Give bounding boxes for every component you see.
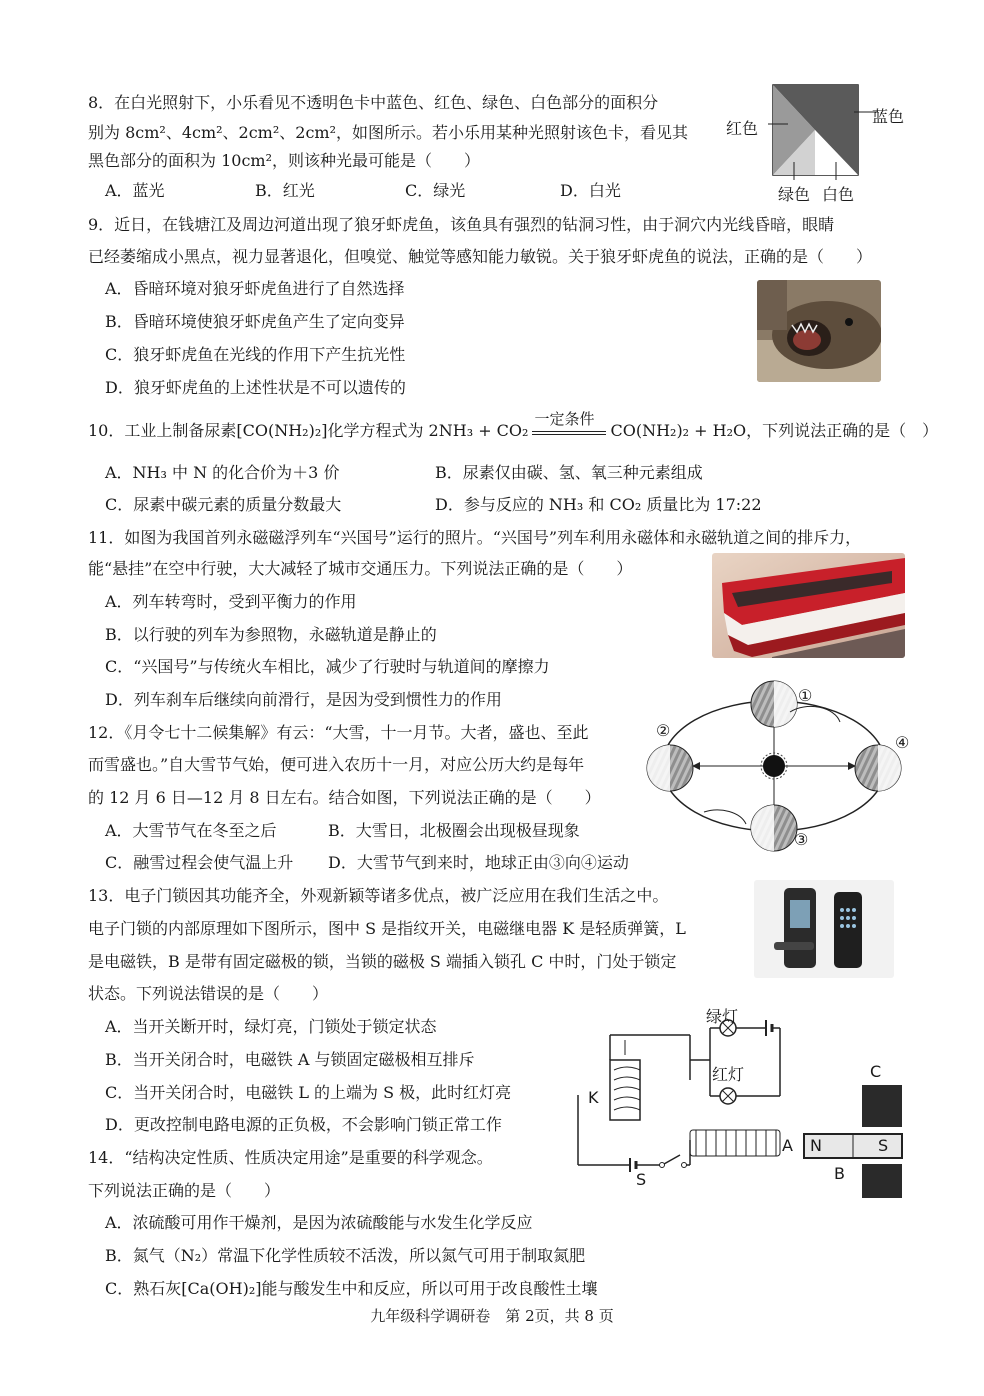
position-4-label: ④ <box>895 733 910 752</box>
q11-option-c: C．“兴国号”与传统火车相比，减少了行驶时与轨道间的摩擦力 <box>105 657 550 676</box>
q9-option-a: A．昏暗环境对狼牙虾虎鱼进行了自然选择 <box>105 279 405 298</box>
label-blue: 蓝色 <box>872 107 905 126</box>
q8-line-2: 别为 8cm²、4cm²、2cm²、2cm²，如图所示。若小乐用某种光照射该色卡，看见其 <box>88 123 688 142</box>
lock-panel-2 <box>834 892 862 968</box>
magnet-n-label: N <box>810 1136 822 1155</box>
earth-2-icon <box>647 745 693 791</box>
q9-option-c: C．狼牙虾虎鱼在光线的作用下产生抗光性 <box>105 345 406 364</box>
magnet-s-label: S <box>878 1136 889 1155</box>
reaction-condition: 一定条件 <box>534 410 595 428</box>
q14-option-b: B．氮气（N₂）常温下化学性质较不活泼，所以氮气可用于制取氮肥 <box>105 1246 586 1265</box>
q12-line-2: 而雪盛也。”自大雪节气始，便可进入农历十一月，对应公历大约是每年 <box>88 755 585 774</box>
q12-option-c: C．融雪过程会使气温上升 <box>105 853 294 872</box>
electromagnet-a <box>690 1130 780 1156</box>
q10-suffix: CO(NH₂)₂ + H₂O，下列说法正确的是（ ） <box>610 421 939 440</box>
q9-option-b: B．昏暗环境使狼牙虾虎鱼产生了定向变异 <box>105 312 405 331</box>
q12-line-3: 的 12 月 6 日—12 月 8 日左右。结合如图，下列说法正确的是（ ） <box>88 788 601 807</box>
green-lamp-label: 绿灯 <box>706 1007 739 1026</box>
lock-hole-c-label: C <box>870 1062 882 1081</box>
goby-fish-photo <box>757 280 881 382</box>
q10-option-d: D．参与反应的 NH₃ 和 CO₂ 质量比为 17:22 <box>435 495 762 514</box>
q11-option-b: B．以行驶的列车为参照物，永磁轨道是静止的 <box>105 625 437 644</box>
maglev-train-photo <box>712 553 905 658</box>
q9-line-2: 已经萎缩成小黑点，视力显著退化，但嗅觉、触觉等感知能力敏锐。关于狼牙虾虎鱼的说法，正确的是（ ） <box>88 247 873 266</box>
q10-option-c: C．尿素中碳元素的质量分数最大 <box>105 495 342 514</box>
q8-option-d: D．白光 <box>560 181 621 200</box>
q14-option-c: C．熟石灰[Ca(OH)₂]能与酸发生中和反应，所以可用于改良酸性土壤 <box>105 1279 598 1298</box>
q12-option-a: A．大雪节气在冬至之后 <box>105 821 277 840</box>
position-2-label: ② <box>656 721 671 740</box>
relay-k-label: K <box>588 1088 599 1107</box>
q10-option-a: A．NH₃ 中 N 的化合价为＋3 价 <box>105 463 340 482</box>
q12-line-1: 12．《月令七十二候集解》有云：“大雪，十一月节。大者，盛也、至此 <box>88 723 589 742</box>
q9-line-1: 9．近日，在钱塘江及周边河道出现了狼牙虾虎鱼，该鱼具有强烈的钻洞习性，由于洞穴内光线昏暗，眼睛 <box>88 215 835 234</box>
red-lamp-label: 红灯 <box>712 1065 745 1084</box>
q8-line-3: 黑色部分的面积为 10cm²，则该种光最可能是（ ） <box>88 151 480 170</box>
label-green: 绿色 <box>778 185 811 204</box>
q13-line-4: 状态。下列说法错误的是（ ） <box>88 984 329 1003</box>
reaction-arrow <box>528 410 610 442</box>
q13-option-a: A．当开关断开时，绿灯亮，门锁处于锁定状态 <box>105 1017 437 1036</box>
q12-option-b: B．大雪日，北极圈会出现极昼现象 <box>328 821 580 840</box>
label-white: 白色 <box>822 185 855 204</box>
earth-3-icon <box>751 805 797 851</box>
label-red: 红色 <box>726 119 759 138</box>
q8-option-b: B．红光 <box>255 181 315 200</box>
q8-option-c: C．绿光 <box>405 181 466 200</box>
q13-line-1: 13．电子门锁因其功能齐全，外观新颖等诸多优点，被广泛应用在我们生活之中。 <box>88 886 669 905</box>
q10-option-b: B．尿素仅由碳、氢、氧三种元素组成 <box>435 463 703 482</box>
q8-option-a: A．蓝光 <box>105 181 165 200</box>
q14-line-1: 14．“结构决定性质、性质决定用途”是重要的科学观念。 <box>88 1148 493 1167</box>
lock-circuit-figure <box>570 1000 910 1200</box>
switch-s-label: S <box>636 1170 647 1189</box>
q12-option-d: D．大雪节气到来时，地球正由③向④运动 <box>328 853 629 872</box>
q11-option-a: A．列车转弯时，受到平衡力的作用 <box>105 592 357 611</box>
earth-orbit-figure <box>640 676 920 864</box>
q13-option-d: D．更改控制电路电源的正负极，不会影响门锁正常工作 <box>105 1115 502 1134</box>
q10-prefix: 10．工业上制备尿素[CO(NH₂)₂]化学方程式为 2NH₃ + CO₂ <box>88 421 529 440</box>
page-footer: 九年级科学调研卷 第 2页，共 8 页 <box>370 1307 614 1325</box>
earth-1-icon <box>751 681 797 727</box>
q10-stem <box>88 410 939 442</box>
q11-line-1: 11．如图为我国首列永磁磁浮列车“兴国号”运行的照片。“兴国号”列车利用永磁体和永磁轨道之间的排斥力， <box>88 528 862 547</box>
q13-line-2: 电子门锁的内部原理如下图所示，图中 S 是指纹开关，电磁继电器 K 是轻质弹簧，L <box>88 919 686 938</box>
q14-line-2: 下列说法正确的是（ ） <box>88 1181 281 1200</box>
q13-option-b: B．当开关闭合时，电磁铁 A 与锁固定磁极相互排斥 <box>105 1050 475 1069</box>
q8-line-1: 8．在白光照射下，小乐看见不透明色卡中蓝色、红色、绿色、白色部分的面积分 <box>88 93 659 112</box>
q13-option-c: C．当开关闭合时，电磁铁 L 的上端为 S 极，此时红灯亮 <box>105 1083 512 1102</box>
position-3-label: ③ <box>794 830 809 849</box>
electromagnet-a-label: A <box>782 1136 793 1155</box>
position-1-label: ① <box>798 686 813 705</box>
lock-hole-c-lower <box>862 1164 902 1198</box>
lock-b-label: B <box>834 1164 845 1183</box>
lock-hole-c-upper <box>862 1085 902 1127</box>
q11-line-2: 能“悬挂”在空中行驶，大大减轻了城市交通压力。下列说法正确的是（ ） <box>88 559 633 578</box>
door-lock-photo <box>754 880 894 978</box>
sun-icon <box>763 755 785 777</box>
q9-option-d: D．狼牙虾虎鱼的上述性状是不可以遗传的 <box>105 378 406 397</box>
q11-option-d: D．列车刹车后继续向前滑行，是因为受到惯性力的作用 <box>105 690 502 709</box>
switch-icon <box>664 1155 680 1164</box>
q14-option-a: A．浓硫酸可用作干燥剂，是因为浓硫酸能与水发生化学反应 <box>105 1213 533 1232</box>
q13-line-3: 是电磁铁，B 是带有固定磁极的锁，当锁的磁极 S 端插入锁孔 C 中时，门处于锁定 <box>88 952 677 971</box>
